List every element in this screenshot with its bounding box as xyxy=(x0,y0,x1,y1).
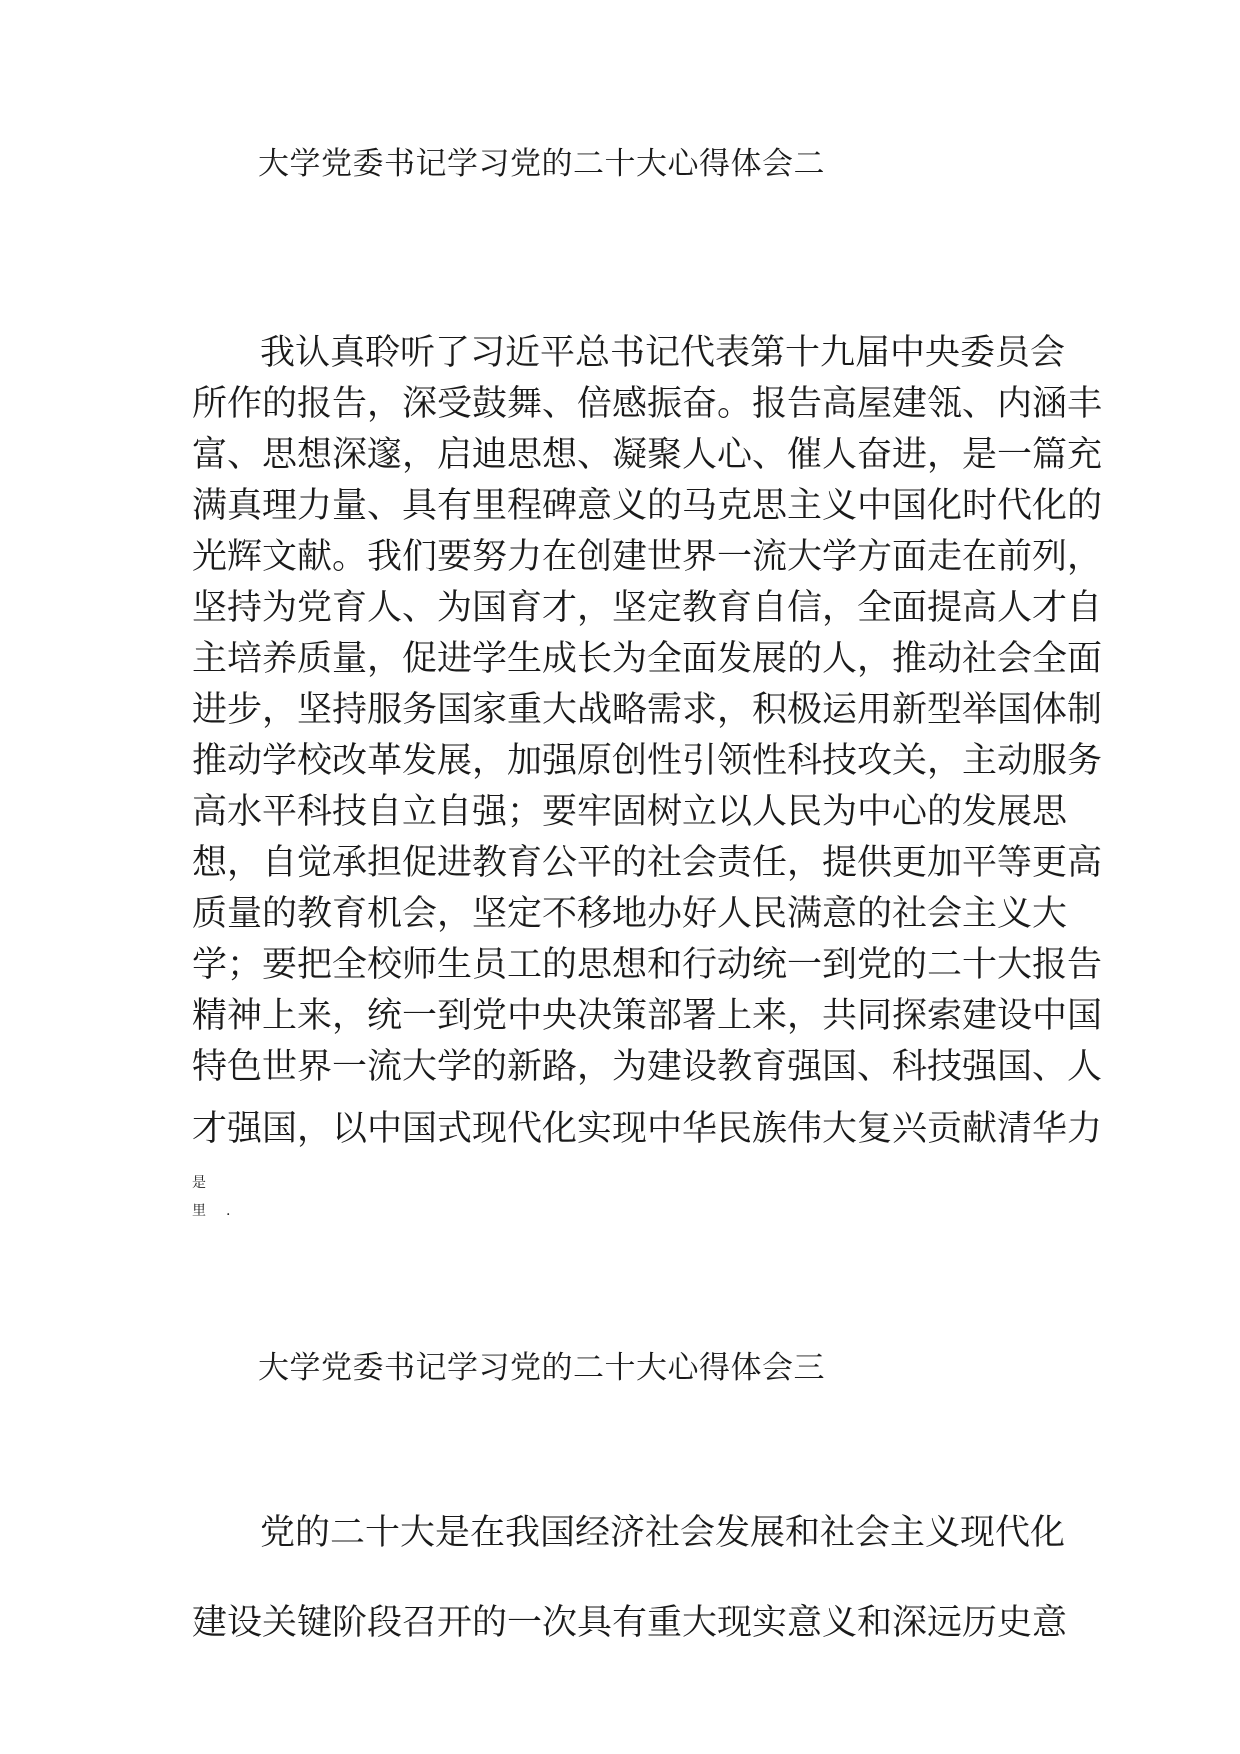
text-fragment: 里 xyxy=(192,1203,206,1219)
paragraph-line: 才强国，以中国式现代化实现中华民族伟大复兴贡献清华力 xyxy=(192,1109,1103,1149)
paragraph-line: 满真理力量、具有里程碑意义的马克思主义中国化时代化的 xyxy=(192,486,1103,526)
paragraph-line: 党的二十大是在我国经济社会发展和社会主义现代化 xyxy=(260,1513,1066,1553)
paragraph-line: 坚持为党育人、为国育才，坚定教育自信，全面提高人才自 xyxy=(192,588,1103,628)
paragraph-line: 精神上来，统一到党中央决策部署上来，共同探索建设中国 xyxy=(192,996,1103,1036)
section-title-3: 大学党委书记学习党的二十大心得体会三 xyxy=(258,1350,825,1386)
paragraph-line: 光辉文献。我们要努力在创建世界一流大学方面走在前列， xyxy=(192,537,1103,577)
paragraph-line: 特色世界一流大学的新路，为建设教育强国、科技强国、人 xyxy=(192,1047,1103,1087)
paragraph-line: 富、思想深邃，启迪思想、凝聚人心、催人奋进，是一篇充 xyxy=(192,435,1103,475)
text-fragment: 是 xyxy=(192,1175,206,1191)
paragraph-line: 推动学校改革发展，加强原创性引领性科技攻关，主动服务 xyxy=(192,741,1103,781)
paragraph-line: 想，自觉承担促进教育公平的社会责任，提供更加平等更高 xyxy=(192,843,1103,883)
paragraph-line: 进步，坚持服务国家重大战略需求，积极运用新型举国体制 xyxy=(192,690,1103,730)
paragraph-line: 学；要把全校师生员工的思想和行动统一到党的二十大报告 xyxy=(192,945,1103,985)
paragraph-line: 建设关键阶段召开的一次具有重大现实意义和深远历史意 xyxy=(192,1603,1068,1643)
paragraph-line: 主培养质量，促进学生成长为全面发展的人，推动社会全面 xyxy=(192,639,1103,679)
section-3-body xyxy=(192,1508,1068,1649)
section-2-body xyxy=(192,328,1103,1093)
section-2-last-line xyxy=(192,1104,1103,1155)
paragraph-line: 质量的教育机会，坚定不移地办好人民满意的社会主义大 xyxy=(192,894,1068,934)
paragraph-line: 我认真聆听了习近平总书记代表第十九届中央委员会 xyxy=(260,333,1066,373)
section-title-2: 大学党委书记学习党的二十大心得体会二 xyxy=(258,146,825,182)
paragraph-line: 高水平科技自立自强；要牢固树立以人民为中心的发展思 xyxy=(192,792,1068,832)
paragraph-line: 所作的报告，深受鼓舞、倍感振奋。报告高屋建瓴、内涵丰 xyxy=(192,384,1103,424)
text-fragment: . xyxy=(226,1203,231,1219)
